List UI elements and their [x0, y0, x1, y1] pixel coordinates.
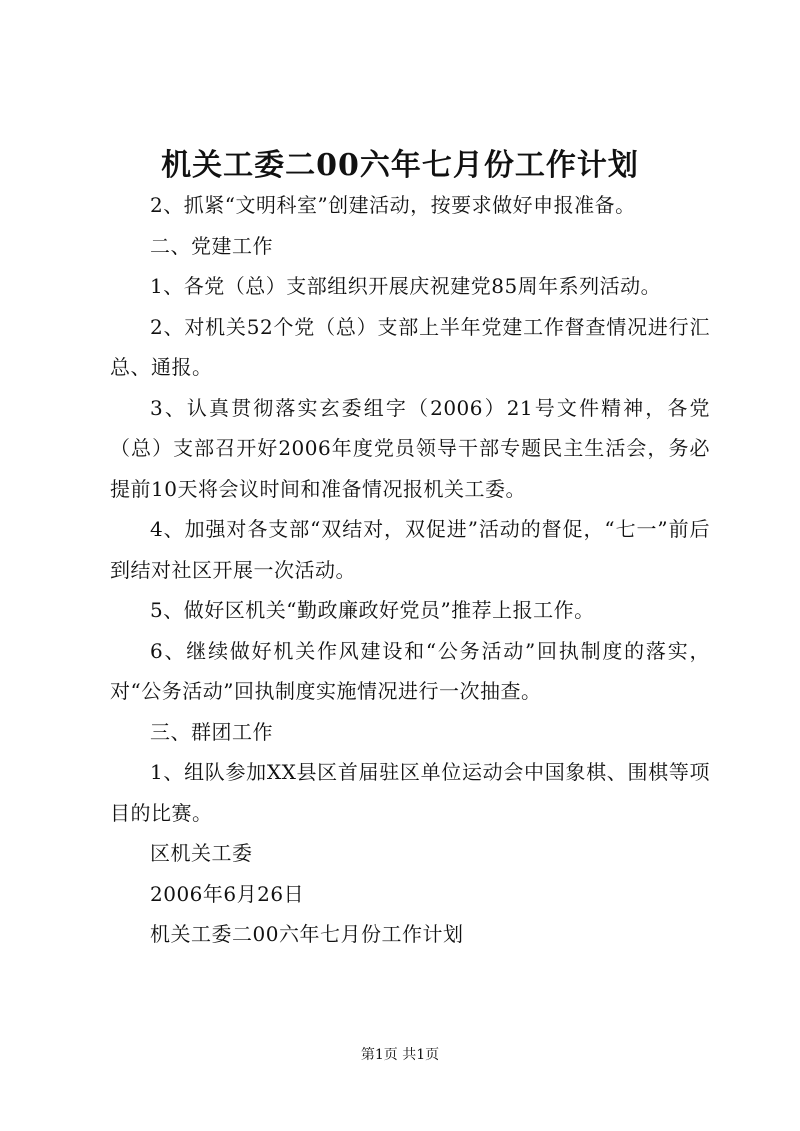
paragraph: 2、对机关52个党（总）支部上半年党建工作督查情况进行汇总、通报。	[110, 314, 710, 379]
signature-organization: 区机关工委	[150, 841, 253, 865]
section-heading: 三、群团工作	[150, 719, 273, 744]
paragraph: 6、继续做好机关作风建设和“公务活动”回执制度的落实，对“公务活动”回执制度实施情况进行一次抽查。	[110, 638, 710, 703]
paragraph: 1、各党（总）支部组织开展庆祝建党85周年系列活动。	[150, 274, 662, 298]
document-body	[110, 185, 710, 955]
section-heading: 二、党建工作	[150, 233, 273, 258]
paragraph: 4、加强对各支部“双结对，双促进”活动的督促，“七一”前后到结对社区开展一次活动。	[110, 517, 710, 582]
paragraph: 1、组队参加XX县区首届驻区单位运动会中国象棋、围棋等项目的比赛。	[110, 760, 710, 825]
document-title: 机关工委二00六年七月份工作计划	[161, 148, 639, 183]
signature-date: 2006年6月26日	[150, 881, 305, 906]
page-footer: 第1页 共1页	[360, 1047, 440, 1063]
trailing-title: 机关工委二00六年七月份工作计划	[150, 922, 464, 946]
paragraph: 3、认真贯彻落实玄委组字（2006）21号文件精神，各党（总）支部召开好2006年度党员领导干部专题民主生活会，务必提前10天将会议时间和准备情况报机关工委。	[110, 395, 710, 501]
paragraph: 5、做好区机关“勤政廉政好党员”推荐上报工作。	[150, 598, 595, 622]
paragraph: 2、抓紧“文明科室”创建活动，按要求做好申报准备。	[150, 193, 636, 217]
